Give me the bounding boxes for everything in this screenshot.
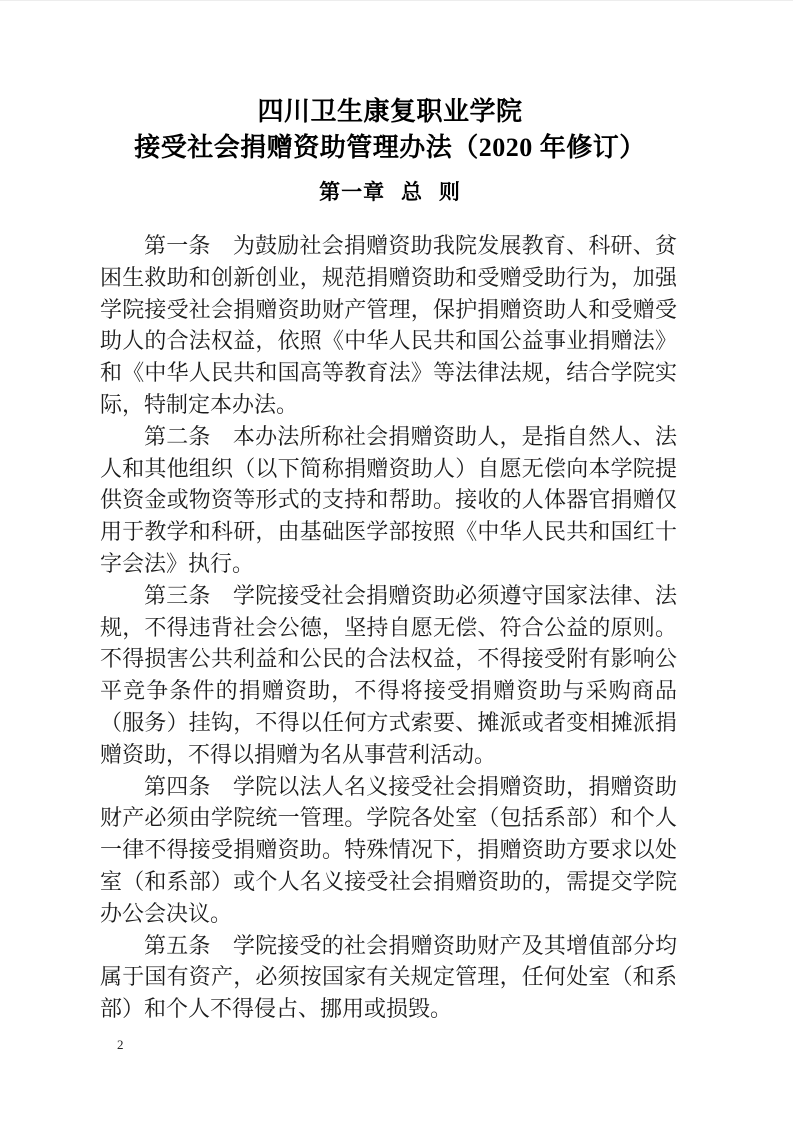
article-paragraph-2: 第二条 本办法所称社会捐赠资助人，是指自然人、法人和其他组织（以下简称捐赠资助人）自愿无偿向本学院提供资金或物资等形式的支持和帮助。接收的人体器官捐赠仅用于教学和科研，由基础医学部按照《中华人民共和国红十字会法》执行。 xyxy=(100,423,677,576)
article-paragraph-5: 第五条 学院接受的社会捐赠资助财产及其增值部分均属于国有资产，必须按国家有关规定管理，任何处室（和系部）和个人不得侵占、挪用或损毁。 xyxy=(100,932,677,1022)
article-paragraph-3: 第三条 学院接受社会捐赠资助必须遵守国家法律、法规，不得违背社会公德，坚持自愿无偿、符合公益的原则。不得损害公共利益和公民的合法权益，不得接受附有影响公平竞争条件的捐赠资助，不得将接受捐赠资助与采购商品（服务）挂钩，不得以任何方式索要、摊派或者变相摊派捐赠资助，不得以捐赠为名从事营利活动。 xyxy=(100,582,677,767)
article-paragraph-1: 第一条 为鼓励社会捐赠资助我院发展教育、科研、贫困生救助和创新创业，规范捐赠资助和受赠受助行为，加强学院接受社会捐赠资助财产管理，保护捐赠资助人和受赠受助人的合法权益，依照《中华人民共和国公益事业捐赠法》和《中华人民共和国高等教育法》等法律法规，结合学院实际，特制定本办法。 xyxy=(100,233,677,417)
article-paragraph-4: 第四条 学院以法人名义接受社会捐赠资助，捐赠资助财产必须由学院统一管理。学院各处室（包括系部）和个人一律不得接受捐赠资助。特殊情况下，捐赠资助方要求以处室（和系部）或个人名义接受社会捐赠资助的，需提交学院办公会决议。 xyxy=(100,773,677,926)
document-title xyxy=(100,94,680,166)
document-title-line1: 四川卫生康复职业学院 xyxy=(257,97,523,126)
chapter-heading: 第一章 总 则 xyxy=(319,181,461,204)
document-title-line2: 接受社会捐赠资助管理办法（2020 年修订） xyxy=(134,133,646,162)
page-number: 2 xyxy=(117,1037,124,1052)
document-body xyxy=(100,230,677,1025)
